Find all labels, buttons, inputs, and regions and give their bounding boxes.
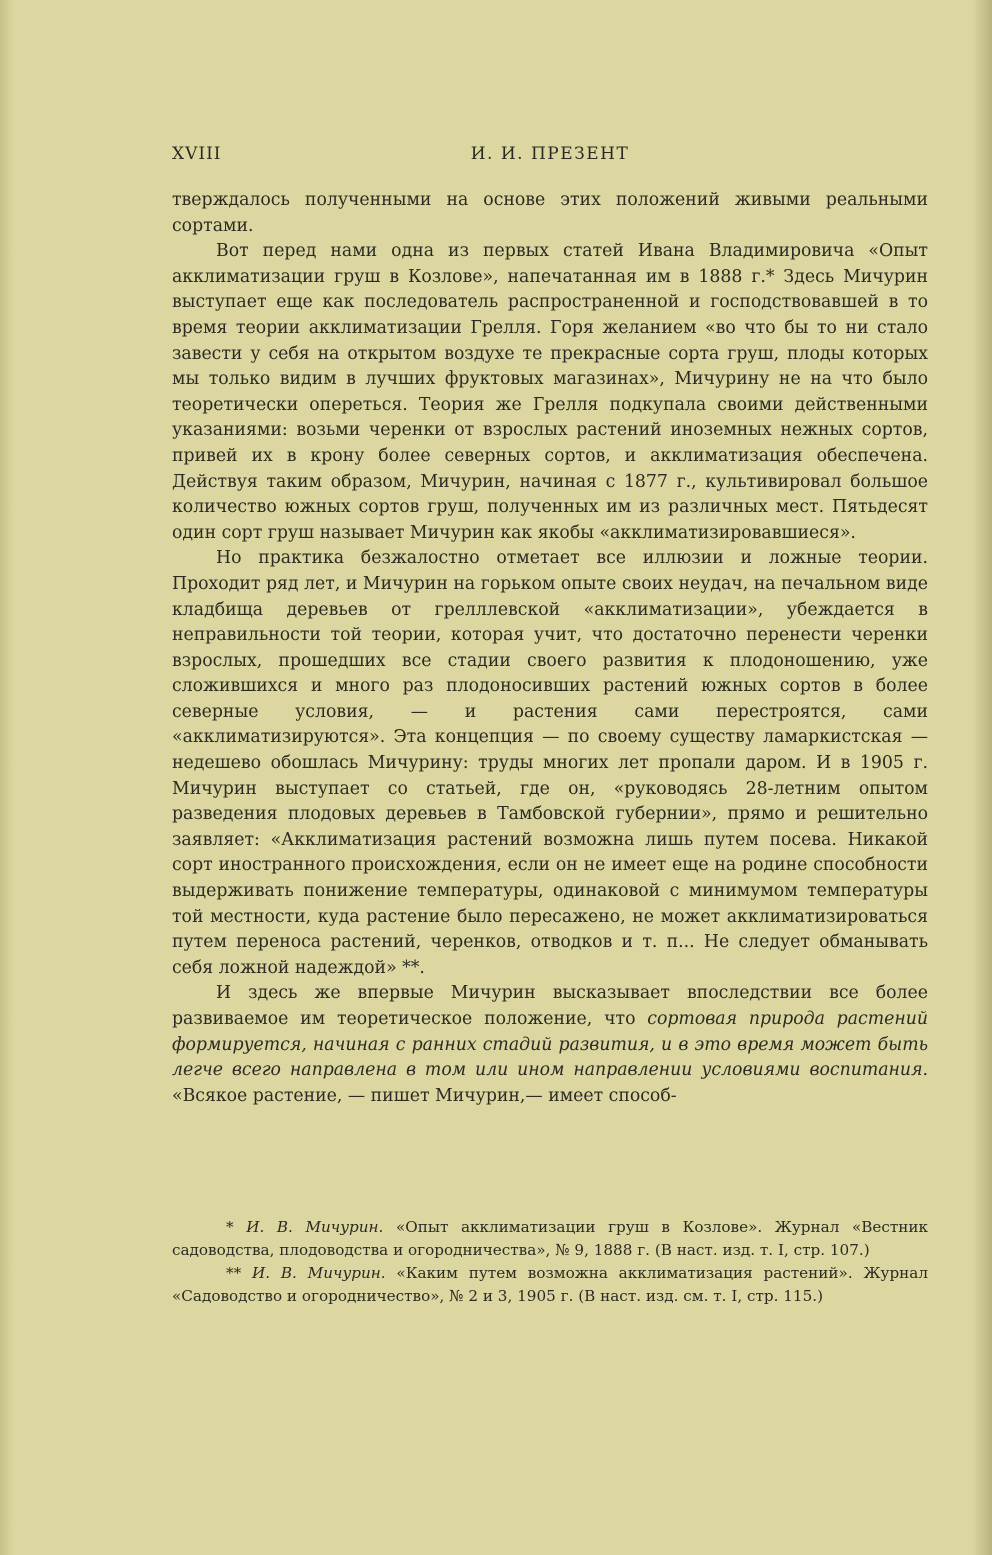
footnote xyxy=(172,1216,928,1262)
footnotes xyxy=(172,1216,928,1308)
footnote xyxy=(172,1262,928,1308)
paragraph: Вот перед нами одна из первых статей Ивана Владимировича «Опыт акклиматизации груш в Козлове», напечатанная им в 1888 г.* Здесь Мичурин выступает еще как последователь распространенной и господствовавшей в то время теории акклиматизации Грелля. Горя желанием «во что бы то ни стало завести у себя на открытом воздухе те прекрасные сорта груш, плоды которых мы только видим в лучших фруктовых магазинах», Мичурину не на что было теоретически опереться. Теория же Грелля подкупала своими действенными указаниями: возьми черенки от взрослых растений иноземных нежных сортов, привей их в крону более северных сортов, и акклиматизация обеспечена. Действуя таким образом, Мичурин, начиная с 1877 г., культивировал большое количество южных сортов груш, полученных им из различных мест. Пятьдесят один сорт груш называет Мичурин как якобы «акклиматизировавшиеся». xyxy=(172,241,928,543)
paragraph-lead: И здесь же впервые Мичурин высказывает впоследствии все более развиваемое им теоретическое положение, что xyxy=(172,983,928,1029)
footnote-author: И. В. Мичурин. xyxy=(246,1218,384,1236)
italic-emphasis: сортовая природа растений формируется, начиная с ранних стадий развития, и в это время может быть легче всего направлена в том или ином направлении условиями воспитания. xyxy=(172,1009,928,1081)
paragraph: Но практика безжалостно отметает все иллюзии и ложные теории. Проходит ряд лет, и Мичурин на горьком опыте своих неудач, на печальном виде кладбища деревьев от грелллевской «акклиматизации», убеждается в неправильности той теории, которая учит, что достаточно перенести черенки взрослых, прошедших все стадии своего развития к плодоношению, уже сложившихся и много раз плодоносивших растений южных сортов в более северные условия, — и растения сами перестроятся, сами «акклиматизируются». Эта концепция — по своему существу ламаркистская — недешево обошлась Мичурину: труды многих лет пропали даром. И в 1905 г. Мичурин выступает со статьей, где он, «руководясь 28-летним опытом разведения плодовых деревьев в Тамбовской губернии», прямо и решительно заявляет: «Акклиматизация растений возможна лишь путем посева. Никакой сорт иностранного происхождения, если он не имеет еще на родине способности выдерживать понижение температуры, одинаковой с минимумом температуры той местности, куда растение было пересажено, не может акклиматизироваться путем переноса растений, черенков, отводков и т. п... Не следует обманывать себя ложной надеждой» **. xyxy=(172,548,928,978)
paragraph-continuation: тверждалось полученными на основе этих положений живыми реальными сортами. xyxy=(172,190,928,236)
paragraph xyxy=(172,981,928,1109)
running-title: И. И. ПРЕЗЕНТ xyxy=(470,144,630,164)
footnote-author: И. В. Мичурин. xyxy=(252,1264,386,1282)
page-number: XVIII xyxy=(172,144,222,164)
footnote-text: «Опыт акклиматизации груш в Козлове». Журнал «Вестник садоводства, плодоводства и огородничества», № 9, 1888 г. (В наст. изд. т. I, стр. 107.) xyxy=(172,1218,929,1259)
footnote-text: «Каким путем возможна акклиматизация растений». Журнал «Садоводство и огородничество», № 2 и 3, 1905 г. (В наст. изд. см. т. I, стр. 115.) xyxy=(172,1264,929,1305)
footnote-mark: ** xyxy=(226,1264,242,1282)
body-text xyxy=(172,188,928,1109)
footnote-mark: * xyxy=(226,1218,234,1236)
running-head xyxy=(172,138,928,168)
paragraph-tail: «Всякое растение, — пишет Мичурин,— имеет способ- xyxy=(172,1085,677,1106)
